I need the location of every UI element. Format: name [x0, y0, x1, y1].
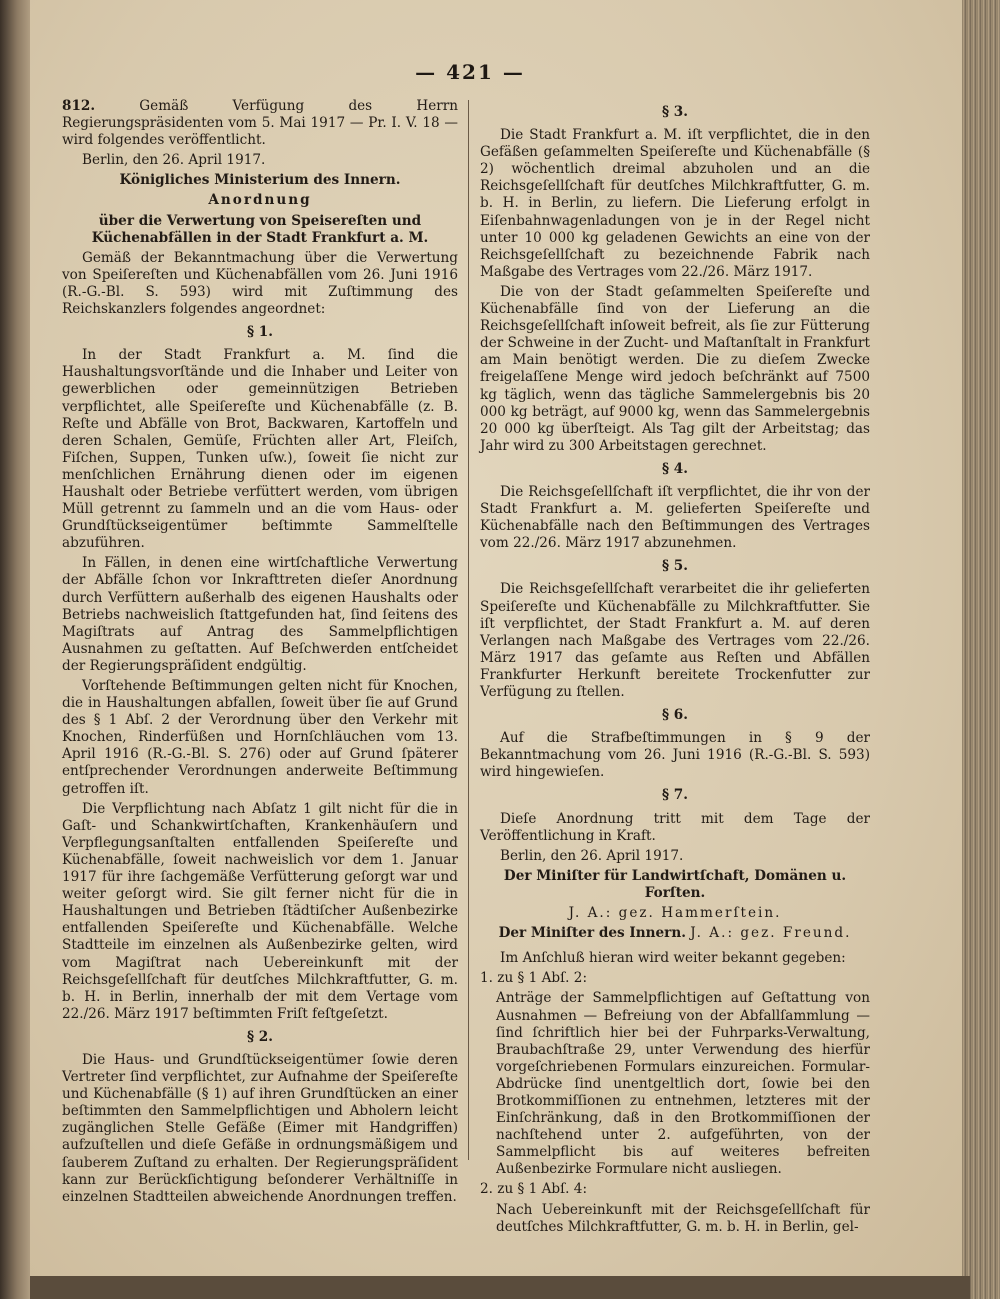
notice-number: 812.: [62, 98, 96, 114]
page-number: — 421 —: [415, 60, 525, 84]
section-heading: § 5.: [661, 558, 689, 575]
section-paragraph: In Fällen, in denen eine wirtſchaftliche Verwertung der Abfälle ſchon vor Inkrafttreten dieſer Anordnung durch Verfüttern außerhalb des eigenen Haushalts oder Betriebs nachweislich ſtattgefunden hat, ſind ſeitens des Magiſtrats auf Antrag des Sammelpflichtigen Ausnahmen zu geſtatten. Auf Beſchwerden entſcheidet der Regierungspräſident endgültig.: [62, 555, 458, 674]
section-heading: § 3.: [661, 104, 689, 120]
section-paragraph: In der Stadt Frankfurt a. M. ſind die Haushaltungsvorſtände und die Inhaber und Leiter von gewerblichen oder gemeinnützigen Betrieben verpflichtet, alle Speiſereſte und Küchenabfälle (z. B. Reſte und Abfälle von Brot, Backwaren, Kartoffeln und deren Schalen, Gemüſe, Früchten aller Art, Fleiſch, Fiſchen, Suppen, Tunken uſw.), ſoweit ſie nicht zur menſchlichen Ernährung dienen oder im eigenen Haushalt oder Betriebe verfüttert werden, vom übrigen Müll getrennt zu ſammeln und an die vom Haus- oder Grundſtückseigentümer beſtimmte Sammelſtelle abzuführen.: [62, 347, 458, 552]
item-text: Anträge der Sammelpflichtigen auf Geſtattung von Ausnahmen — Befreiung von der Abfallſammlung — ſind ſchriftlich hier bei der Fuhrparks-Verwaltung, Braubachſtraße 29, unter Verwendung des hierfür vorgeſchriebenen Formulars einzureichen. Formular-Abdrücke ſind unentgeltlich dort, ſowie bei den Brotkommiſſionen zu entnehmen, letzteres mit der Einſchränkung, daß in den Brotkommiſſionen der nachſtehend unter 2. aufgeführten, von der Sammelpflicht bis auf weiteres befreiten Außenbezirke Formulare nicht ausliegen.: [496, 990, 870, 1178]
column-divider: [468, 100, 469, 1160]
minister-agriculture: Der Miniſter für Landwirtſchaft, Domänen u. Forſten.: [503, 867, 847, 901]
ministry-heading: Königliches Ministerium des Innern.: [119, 172, 401, 189]
page-edges: [962, 0, 1000, 1299]
section-paragraph: Die Stadt Frankfurt a. M. iſt verpflichtet, die in den Gefäßen geſammelten Speiſereſte und Küchenabfälle (§ 2) wöchentlich dreimal abzuholen und an die Reichsgeſellſchaft für deutſches Milchkraftfutter, G. m. b. H. in Berlin, zu liefern. Die Lieferung erfolgt in Eiſenbahnwagenladungen von je in der Regel nicht unter 10 000 kg geladenen Gewichts an eine von der Reichsgeſellſchaft zu bezeichnende Fabrik nach Maßgabe des Vertrages vom 22./26. März 1917.: [480, 127, 870, 280]
section-paragraph: Die Haus- und Grundſtückseigentümer ſowie deren Vertreter ſind verpflichtet, zur Aufnahme der Speiſereſte und Küchenabfälle (§ 1) auf ihren Grundſtücken an einer beſtimmten den Sammelpflichtigen und Abholern leicht zugänglichen Stelle Gefäße (Eimer mit Handgriffen) aufzuſtellen und dieſe Gefäße in ordnungsmäßigem und ſauberem Zuſtand zu erhalten. Der Regierungspräſident kann zur Berückſichtigung beſonderer Verhältniſſe in einzelnen Stadtteilen abweichende Anordnungen treffen.: [62, 1051, 458, 1205]
document-title: Anordnung: [208, 192, 312, 209]
minister-interior: Der Miniſter des Innern.: [498, 925, 686, 942]
bottom-strip: [30, 1276, 970, 1299]
section-paragraph: Die von der Stadt geſammelten Speiſereſte und Küchenabfälle ſind von der Lieferung an die Reichsgeſellſchaft inſoweit befreit, als ſie zur Fütterung der Schweine in der Zucht- und Maſtanſtalt in Frankfurt am Main benötigt werden. Die zu dieſem Zwecke freigelaſſene Menge wird jedoch beſchränkt auf 7500 kg täglich, wenn das tägliche Sammelergebnis bis 20 000 kg beträgt, auf 9000 kg, wenn das Sammelergebnis 20 000 kg überſteigt. Als Tag gilt der Arbeitstag; das Jahr wird zu 300 Arbeitstagen gerechnet.: [480, 283, 870, 454]
section-paragraph: Vorſtehende Beſtimmungen gelten nicht für Knochen, die in Haushaltungen abfallen, ſoweit über ſie auf Grund des § 1 Abſ. 2 der Verordnung über den Verkehr mit Knochen, Rinderfüßen und Hornſchläuchen vom 13. April 1916 (R.-G.-Bl. S. 276) oder auf Grund ſpäterer entſprechender Verordnungen anderweite Beſtimmung getroffen iſt.: [62, 678, 458, 797]
place-date: Berlin, den 26. April 1917.: [82, 152, 266, 169]
minister-interior-line: [480, 925, 870, 942]
note-intro: Im Anſchluß hieran wird weiter bekannt gegeben:: [500, 950, 846, 967]
place-date: Berlin, den 26. April 1917.: [500, 847, 684, 864]
intro-paragraph: [62, 98, 458, 149]
section-paragraph: Dieſe Anordnung tritt mit dem Tage der Veröffentlichung in Kraft.: [480, 810, 870, 844]
left-column: [62, 98, 458, 1209]
signature-hammerstein: J. A.: gez. Hammerſtein.: [568, 905, 782, 922]
item-text: Nach Uebereinkunft mit der Reichsgeſellſchaft für deutſches Milchkraftfutter, G. m. b. H. in Berlin, gel-: [496, 1201, 870, 1235]
item-label: 1. zu § 1 Abſ. 2:: [480, 970, 588, 987]
item-label: 2. zu § 1 Abſ. 4:: [480, 1181, 588, 1198]
preamble: Gemäß der Bekanntmachung über die Verwertung von Speiſereſten und Küchenabfällen vom 26. Juni 1916 (R.-G.-Bl. S. 593) wird mit Zuſtimmung des Reichskanzlers folgendes angeordnet:: [62, 249, 458, 318]
right-column: [480, 98, 870, 1239]
intro-text: Gemäß Verfügung des Herrn Regierungspräsidenten vom 5. Mai 1917 — Pr. I. V. 18 — wird folgendes veröffentlicht.: [62, 98, 458, 149]
section-heading: § 1.: [246, 324, 274, 341]
section-heading: § 2.: [246, 1028, 274, 1045]
document-subtitle: über die Verwertung von Speisereſten und Küchenabfällen in der Stadt Frankfurt a. M.: [91, 212, 429, 246]
signature-freund: J. A.: gez. Freund.: [690, 925, 852, 942]
section-paragraph: Die Reichsgeſellſchaft verarbeitet die ihr gelieferten Speiſereſte und Küchenabfälle zu Milchkraftfutter. Sie iſt verpflichtet, der Stadt Frankfurt a. M. auf deren Verlangen nach Maßgabe des Vertrages vom 22./26. März 1917 das geſamte aus Reſten und Abfällen Frankfurter Herkunft bereitete Trockenfutter zur Verfügung zu ſtellen.: [480, 581, 870, 700]
section-paragraph: Die Reichsgeſellſchaft iſt verpflichtet, die ihr von der Stadt Frankfurt a. M. gelieferten Speiſereſte und Küchenabfälle nach den Beſtimmungen des Vertrages vom 22./26. März 1917 abzunehmen.: [480, 483, 870, 552]
section-paragraph: Auf die Strafbeſtimmungen in § 9 der Bekanntmachung vom 26. Juni 1916 (R.-G.-Bl. S. 593) wird hingewieſen.: [480, 730, 870, 781]
section-heading: § 4.: [661, 460, 689, 477]
section-heading: § 6.: [661, 707, 689, 724]
section-paragraph: Die Verpflichtung nach Abſatz 1 gilt nicht für die in Gaſt- und Schankwirtſchaften, Krankenhäuſern und Verpflegungsanſtalten entfallenden Speiſereſte und Küchenabfälle, ſoweit nachweislich vor dem 1. Januar 1917 für ihre ſachgemäße Verfütterung geſorgt war und weiter geſorgt wird. Sie gilt ferner nicht für die in Haushaltungen und Betrieben ſtädtiſcher Außenbezirke entfallenden Speiſereſte und Küchenabfälle. Welche Stadtteile im einzelnen als Außenbezirke gelten, wird vom Magiſtrat nach Uebereinkunft mit der Reichsgeſellſchaft für deutſches Milchkraftfutter, G. m. b. H. in Berlin, innerhalb der mit dem Vertage vom 22./26. März 1917 beſtimmten Friſt feſtgeſetzt.: [62, 800, 458, 1022]
section-heading: § 7.: [661, 787, 689, 804]
